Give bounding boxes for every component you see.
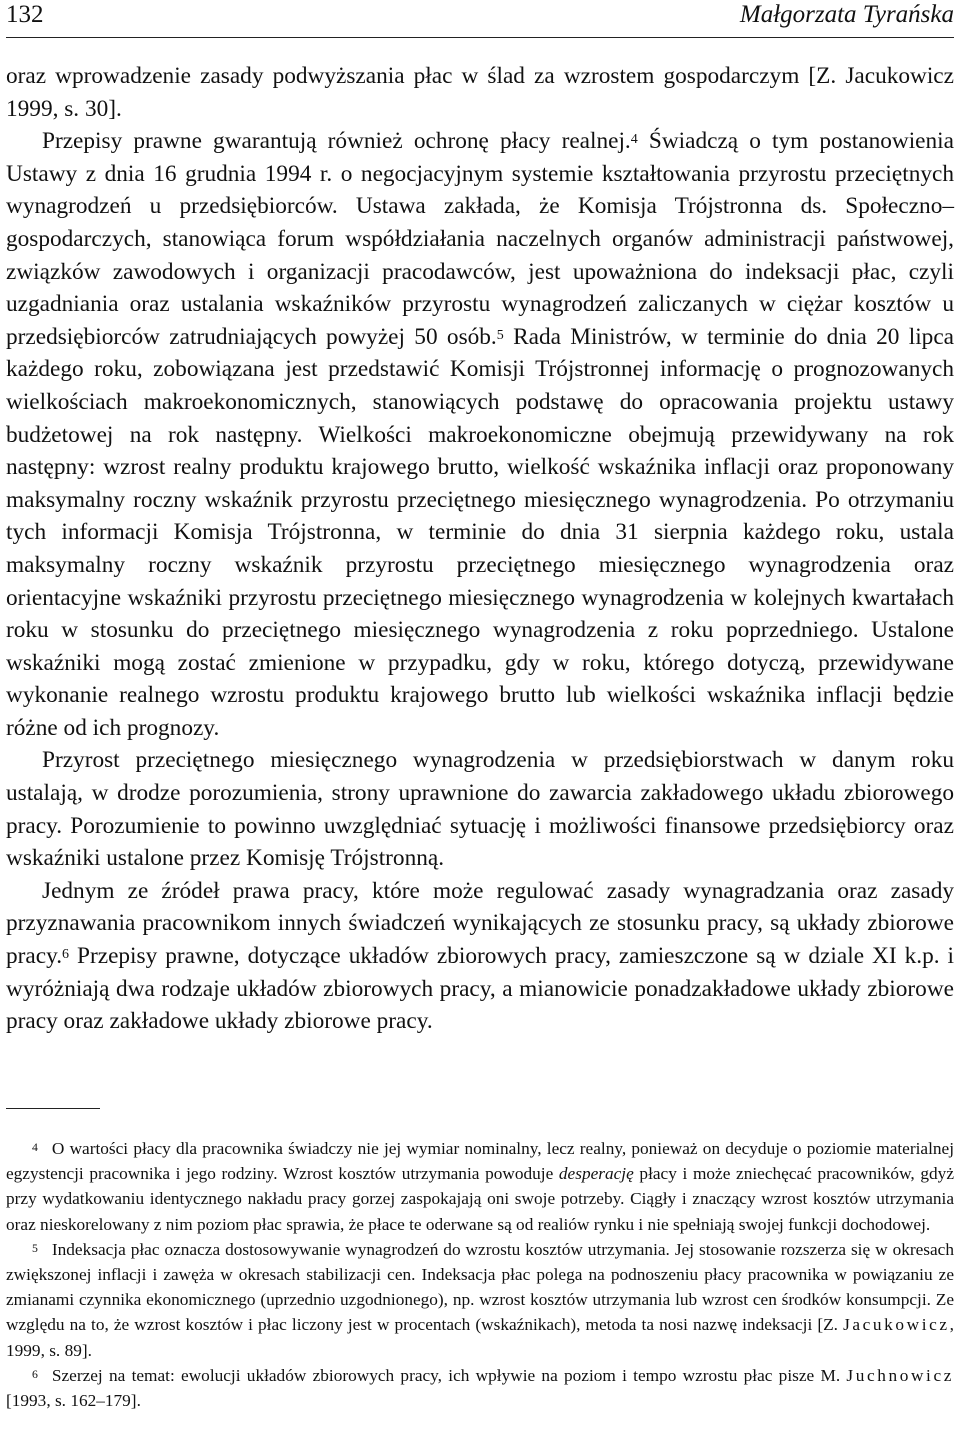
paragraph-1-text: oraz wprowadzenie zasady podwyższania płac w ślad za wzrostem gospodarczym [Z. Jacukowicz 1999, s. 30]. <box>6 63 954 122</box>
footnote-6-text-b: [1993, s. 162–179]. <box>6 1391 141 1411</box>
footnote-6-text-a: Szerzej na temat: ewolucji układów zbiorowych pracy, ich wpływie na poziom i tempo wzrostu płac pisze M. <box>51 1365 847 1385</box>
running-head-author: Małgorzata Tyrańska <box>739 1 954 28</box>
footnote-separator <box>6 1108 100 1109</box>
footnote-4-emphasis: desperację <box>558 1164 634 1184</box>
footnote-5-text-b: , 1999, s. 89]. <box>6 1315 954 1360</box>
paragraph-3 <box>6 744 954 874</box>
footnote-4-text-b: płacy i może zniechęcać pracowników, gdyż przy wydatkowaniu identycznego nakładu pracy gorzej zaspokajają oni swoje potrzeby. Ciągły i znaczący wzrost kosztów utrzymania oraz nieskorelowany z nim poziom płac sprawia, że płace te oderwane są od realiów rynku i nie spełniają swojej funkcji dochodowej. <box>6 1164 954 1234</box>
body-text <box>6 60 954 1038</box>
header-rule <box>6 37 954 38</box>
footnote-4-text-a: O wartości płacy dla pracownika świadczy nie jej wymiar nominalny, lecz realny, ponieważ on decyduje o poziomie materialnej egzystencji pracownika i jego rodziny. Wzrost kosztów utrzymania powoduje <box>6 1139 954 1184</box>
footnote-6 <box>6 1363 954 1413</box>
paragraph-2 <box>6 125 954 744</box>
footnote-number: 4 <box>32 1141 38 1154</box>
footnote-ref-5[interactable]: 5 <box>496 327 504 343</box>
paragraph-4 <box>6 875 954 1038</box>
footnote-number: 6 <box>32 1367 38 1381</box>
paragraph-2-text-b: Świadczą o tym postanowienia Ustawy z dnia 16 grudnia 1994 r. o negocjacyjnym systemie kształtowania przyrostu przeciętnych wynagrodzeń u przedsiębiorców. Ustawa zakłada, że Komisja Trójstronna ds. Społeczno–gospodarczych, stanowiąca forum współdziałania naczelnych organów administracji państwowej, związków zawodowych i organizacji pracodawców, jest upoważniona do indeksacji płac, czyli uzgadniania oraz ustalania wskaźników przyrostu wynagrodzeń zaliczanych w ciężar kosztów u przedsiębiorców zatrudniających powyżej 50 osób. <box>6 128 954 350</box>
footnote-ref-6[interactable]: 6 <box>62 947 70 963</box>
document-page <box>6 0 954 1452</box>
page-header <box>6 0 954 34</box>
footnote-4 <box>6 1136 954 1237</box>
footnote-number: 5 <box>32 1241 38 1255</box>
paragraph-4-text-b: Przepisy prawne, dotyczące układów zbiorowych pracy, zamieszczone są w dziale XI k.p. i wyróżniają dwa rodzaje układów zbiorowych pracy, a mianowicie ponadzakładowe układy zbiorowe pracy oraz zakładowe układy zbiorowe pracy. <box>6 943 954 1035</box>
paragraph-3-text: Przyrost przeciętnego miesięcznego wynagrodzenia w przedsiębiorstwach w danym roku ustalają, w drodze porozumienia, strony uprawnione do zawarcia zakładowego układu zbiorowego pracy. Porozumienie to powinno uwzględniać sytuację i możliwości finansowe przedsiębiorcy oraz wskaźniki ustalone przez Komisję Trójstronną. <box>6 747 954 872</box>
footnote-5-text-a: Indeksacja płac oznacza dostosowywanie wynagrodzeń do wzrostu kosztów utrzymania. Jej stosowanie rozszerza się w okresach zwiększonej inflacji i zawęża w okresach stabilizacji cen. Indeksacja płac polega na podnoszeniu płacy pracownika w powiązaniu ze zmianami czynnika ekonomicznego (uprzednio uzgodnionego), np. wzrost kosztów utrzymania lub wzrost cen środków konsumpcji. Ze względu na to, że wzrost kosztów i płac liczony jest w procentach (wskaźnikach), metoda ta nosi nazwę indeksacji [Z. <box>6 1239 954 1335</box>
page-number: 132 <box>6 1 44 28</box>
footnote-ref-4[interactable]: 4 <box>630 132 638 148</box>
paragraph-2-text-a: Przepisy prawne gwarantują również ochronę płacy realnej. <box>42 128 631 155</box>
paragraph-1 <box>6 60 954 125</box>
footnotes <box>6 1136 954 1413</box>
footnote-5 <box>6 1237 954 1363</box>
paragraph-4-text-a: Jednym ze źródeł prawa pracy, które może regulować zasady wynagradzania oraz zasady przyznawania pracownikom innych świadczeń wynikających ze stosunku pracy, są układy zbiorowe pracy. <box>6 877 954 970</box>
footnote-6-author: Juchnowicz <box>846 1365 954 1385</box>
paragraph-2-text-c: Rada Ministrów, w terminie do dnia 20 lipca każdego roku, zobowiązana jest przedstawić Komisji Trójstronnej informację o prognozowanych wielkościach makroekonomicznych, stanowiących podstawę do opracowania projektu ustawy budżetowej na rok następny. Wielkości makroekonomiczne obejmują przewidywany na rok następny: wzrost realny produktu krajowego brutto, wielkość wskaźnika inflacji oraz proponowany maksymalny roczny wskaźnik przyrostu przeciętnego miesięcznego wynagrodzenia. Po otrzymaniu tych informacji Komisja Trójstronna, w terminie do dnia 31 sierpnia każdego roku, ustala maksymalny roczny wskaźnik przyrostu przeciętnego miesięcznego wynagrodzenia oraz orientacyjne wskaźniki przyrostu przeciętnego miesięcznego wynagrodzenia w kolejnych kwartałach roku w stosunku do przeciętnego miesięcznego wynagrodzenia z roku poprzedniego. Ustalone wskaźniki mogą zostać zmienione w przypadku, gdy w roku, którego dotyczą, przewidywane wykonanie realnego wzrostu produktu krajowego brutto lub wielkości wskaźnika inflacji będzie różne od ich prognozy. <box>6 323 954 741</box>
footnote-5-author: Jacukowicz <box>843 1315 950 1335</box>
